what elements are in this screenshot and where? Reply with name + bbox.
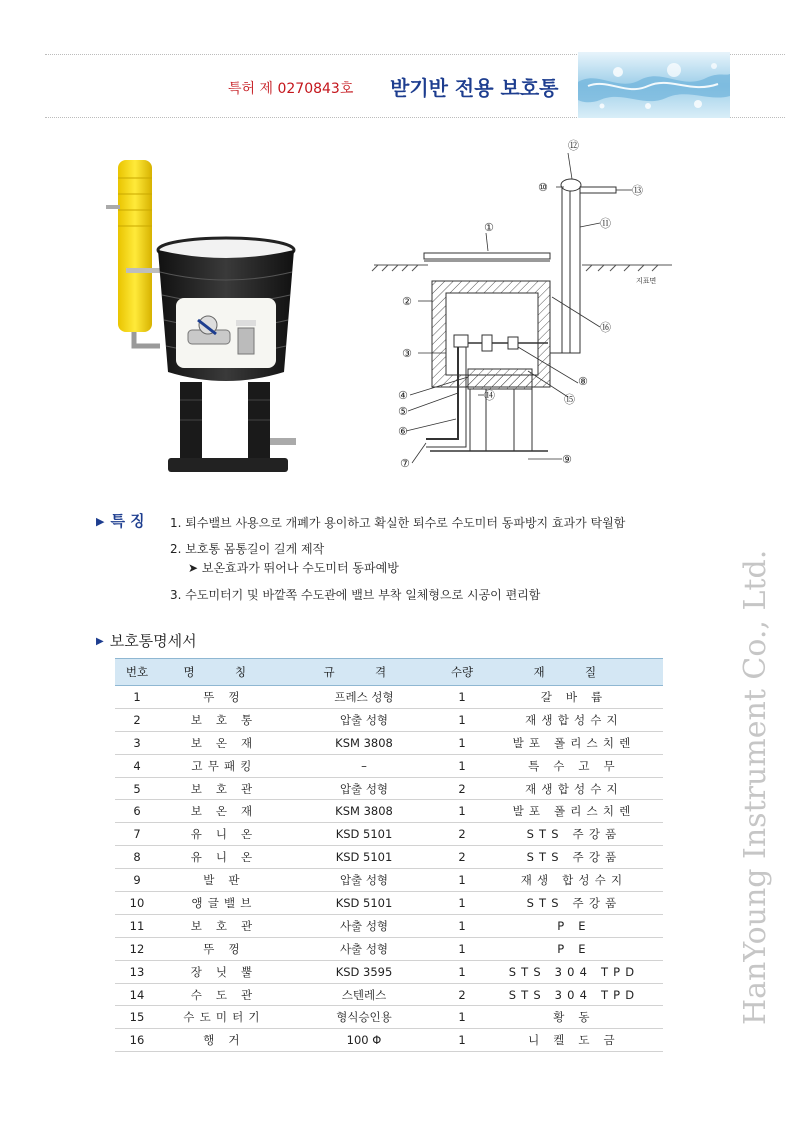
cell-spec: KSD 5101 bbox=[289, 823, 439, 846]
protective-box-photo bbox=[98, 150, 308, 480]
triangle-icon: ▶ bbox=[96, 636, 104, 647]
cell-spec: 스텐레스 bbox=[289, 983, 439, 1006]
diagram-label-3: ③ bbox=[402, 347, 412, 360]
cell-qty: 1 bbox=[439, 892, 485, 915]
cell-name: 보 온 재 bbox=[159, 800, 289, 823]
table-row bbox=[115, 800, 663, 823]
diagram-label-16: ⑯ bbox=[600, 321, 611, 334]
cell-qty: 2 bbox=[439, 983, 485, 1006]
cell-material: 재생합성수지 bbox=[485, 708, 663, 731]
cell-material: P E bbox=[485, 937, 663, 960]
cell-no: 2 bbox=[115, 708, 159, 731]
cell-spec: KSM 3808 bbox=[289, 731, 439, 754]
cell-material: 재생합성수지 bbox=[485, 777, 663, 800]
cell-name: 보 온 재 bbox=[159, 731, 289, 754]
diagram-label-12: ⑫ bbox=[568, 139, 579, 152]
table-row bbox=[115, 686, 663, 709]
spec-heading bbox=[96, 630, 197, 651]
table-row bbox=[115, 823, 663, 846]
feature-3: 3. 수도미터기 및 바깥쪽 수도관에 밸브 부착 일체형으로 시공이 편리함 bbox=[170, 588, 541, 602]
cell-no: 15 bbox=[115, 1006, 159, 1029]
cell-qty: 1 bbox=[439, 800, 485, 823]
cell-name: 수 도 관 bbox=[159, 983, 289, 1006]
cell-name: 유 니 온 bbox=[159, 846, 289, 869]
diagram-label-10: ⑩ bbox=[538, 181, 548, 194]
header-material: 재 질 bbox=[485, 659, 663, 686]
table-row bbox=[115, 708, 663, 731]
table-row bbox=[115, 914, 663, 937]
features-title: 특 징 bbox=[110, 512, 145, 530]
diagram-label-6: ⑥ bbox=[398, 425, 408, 438]
ground-label: 지표면 bbox=[636, 277, 657, 285]
table-row bbox=[115, 754, 663, 777]
cell-material: 특 수 고 무 bbox=[485, 754, 663, 777]
cell-qty: 1 bbox=[439, 1006, 485, 1029]
cell-qty: 1 bbox=[439, 731, 485, 754]
cell-no: 13 bbox=[115, 960, 159, 983]
cell-material: STS 주강품 bbox=[485, 846, 663, 869]
diagram-label-9: ⑨ bbox=[562, 453, 572, 466]
cell-name: 뚜 껑 bbox=[159, 686, 289, 709]
cell-material: STS 304 TPD bbox=[485, 983, 663, 1006]
cell-spec: 압출 성형 bbox=[289, 869, 439, 892]
cell-spec: 압출 성형 bbox=[289, 708, 439, 731]
cell-qty: 2 bbox=[439, 846, 485, 869]
cell-qty: 2 bbox=[439, 777, 485, 800]
water-splash-image bbox=[578, 52, 730, 118]
cell-name: 발 판 bbox=[159, 869, 289, 892]
cell-spec: KSD 5101 bbox=[289, 846, 439, 869]
cell-no: 12 bbox=[115, 937, 159, 960]
diagram-label-2: ② bbox=[402, 295, 412, 308]
spec-title: 보호통명세서 bbox=[109, 632, 197, 650]
diagram-label-5: ⑤ bbox=[398, 405, 408, 418]
cell-material: STS 주강품 bbox=[485, 823, 663, 846]
diagram-label-1: ① bbox=[484, 221, 494, 234]
cell-no: 8 bbox=[115, 846, 159, 869]
cell-spec: KSD 3595 bbox=[289, 960, 439, 983]
table-row bbox=[115, 777, 663, 800]
cell-qty: 1 bbox=[439, 708, 485, 731]
table-row bbox=[115, 1006, 663, 1029]
cell-spec: KSM 3808 bbox=[289, 800, 439, 823]
cell-no: 9 bbox=[115, 869, 159, 892]
cell-qty: 2 bbox=[439, 823, 485, 846]
cell-name: 유 니 온 bbox=[159, 823, 289, 846]
header-name: 명 칭 bbox=[159, 659, 289, 686]
cell-spec: 형식승인용 bbox=[289, 1006, 439, 1029]
cell-material: STS 주강품 bbox=[485, 892, 663, 915]
cell-name: 고무패킹 bbox=[159, 754, 289, 777]
cell-spec: 프레스 성형 bbox=[289, 686, 439, 709]
cell-material: P E bbox=[485, 914, 663, 937]
cell-no: 11 bbox=[115, 914, 159, 937]
cell-material: 발포 폴리스치렌 bbox=[485, 800, 663, 823]
cell-qty: 1 bbox=[439, 960, 485, 983]
cell-spec: KSD 5101 bbox=[289, 892, 439, 915]
feature-1: 1. 퇴수밸브 사용으로 개폐가 용이하고 확실한 퇴수로 수도미터 동파방지 효과가 탁월함 bbox=[170, 516, 626, 530]
cell-no: 7 bbox=[115, 823, 159, 846]
diagram-label-14: ⑭ bbox=[484, 389, 495, 402]
header-spec: 규 격 bbox=[289, 659, 439, 686]
table-row bbox=[115, 869, 663, 892]
cell-no: 16 bbox=[115, 1029, 159, 1052]
cell-spec: 압출 성형 bbox=[289, 777, 439, 800]
cell-qty: 1 bbox=[439, 937, 485, 960]
header-no: 번호 bbox=[115, 659, 159, 686]
cell-no: 4 bbox=[115, 754, 159, 777]
diagram-label-11: ⑪ bbox=[600, 217, 611, 230]
table-row bbox=[115, 983, 663, 1006]
header-qty: 수량 bbox=[439, 659, 485, 686]
cell-qty: 1 bbox=[439, 1029, 485, 1052]
diagram-label-15: ⑮ bbox=[564, 393, 575, 406]
cell-name: 행 거 bbox=[159, 1029, 289, 1052]
cell-name: 보 호 통 bbox=[159, 708, 289, 731]
page-title: 받기반 전용 보호통 bbox=[390, 76, 559, 100]
cell-name: 장 닛 뿔 bbox=[159, 960, 289, 983]
patent-number: 특허 제 0270843호 bbox=[228, 81, 354, 97]
cell-name: 수도미터기 bbox=[159, 1006, 289, 1029]
cell-no: 14 bbox=[115, 983, 159, 1006]
cell-qty: 1 bbox=[439, 686, 485, 709]
cell-spec: 사출 성형 bbox=[289, 937, 439, 960]
cell-material: 황 동 bbox=[485, 1006, 663, 1029]
cell-qty: 1 bbox=[439, 869, 485, 892]
diagram-label-4: ④ bbox=[398, 389, 408, 402]
cell-spec: 100 Φ bbox=[289, 1029, 439, 1052]
feature-2-sub: ➤ 보온효과가 뛰어나 수도미터 동파예방 bbox=[188, 561, 399, 575]
table-row bbox=[115, 960, 663, 983]
feature-2: 2. 보호통 몸통길이 길게 제작 bbox=[170, 542, 325, 556]
cell-no: 1 bbox=[115, 686, 159, 709]
spec-table bbox=[115, 658, 663, 1052]
table-row bbox=[115, 1029, 663, 1052]
cell-name: 보 호 관 bbox=[159, 914, 289, 937]
cell-name: 보 호 관 bbox=[159, 777, 289, 800]
diagram-label-8: ⑧ bbox=[578, 375, 588, 388]
cell-material: 갈 바 륨 bbox=[485, 686, 663, 709]
cell-name: 앵글밸브 bbox=[159, 892, 289, 915]
cell-no: 5 bbox=[115, 777, 159, 800]
triangle-icon: ▶ bbox=[96, 515, 105, 528]
cell-spec: 사출 성형 bbox=[289, 914, 439, 937]
cell-no: 6 bbox=[115, 800, 159, 823]
cell-material: 발포 폴리스치렌 bbox=[485, 731, 663, 754]
cell-material: STS 304 TPD bbox=[485, 960, 663, 983]
cell-name: 뚜 껑 bbox=[159, 937, 289, 960]
cell-material: 재생 합성수지 bbox=[485, 869, 663, 892]
diagram-label-13: ⑬ bbox=[632, 184, 643, 197]
cell-no: 3 bbox=[115, 731, 159, 754]
table-row bbox=[115, 892, 663, 915]
cell-qty: 1 bbox=[439, 754, 485, 777]
company-watermark: HanYoung Instrument Co., Ltd. bbox=[738, 549, 773, 1025]
cell-spec: – bbox=[289, 754, 439, 777]
diagram-label-7: ⑦ bbox=[400, 457, 410, 470]
table-row bbox=[115, 731, 663, 754]
table-row bbox=[115, 846, 663, 869]
cell-qty: 1 bbox=[439, 914, 485, 937]
features-heading bbox=[96, 510, 145, 531]
spec-header-row bbox=[115, 659, 663, 686]
table-row bbox=[115, 937, 663, 960]
cell-no: 10 bbox=[115, 892, 159, 915]
cell-material: 니 켈 도 금 bbox=[485, 1029, 663, 1052]
section-diagram bbox=[368, 137, 682, 479]
